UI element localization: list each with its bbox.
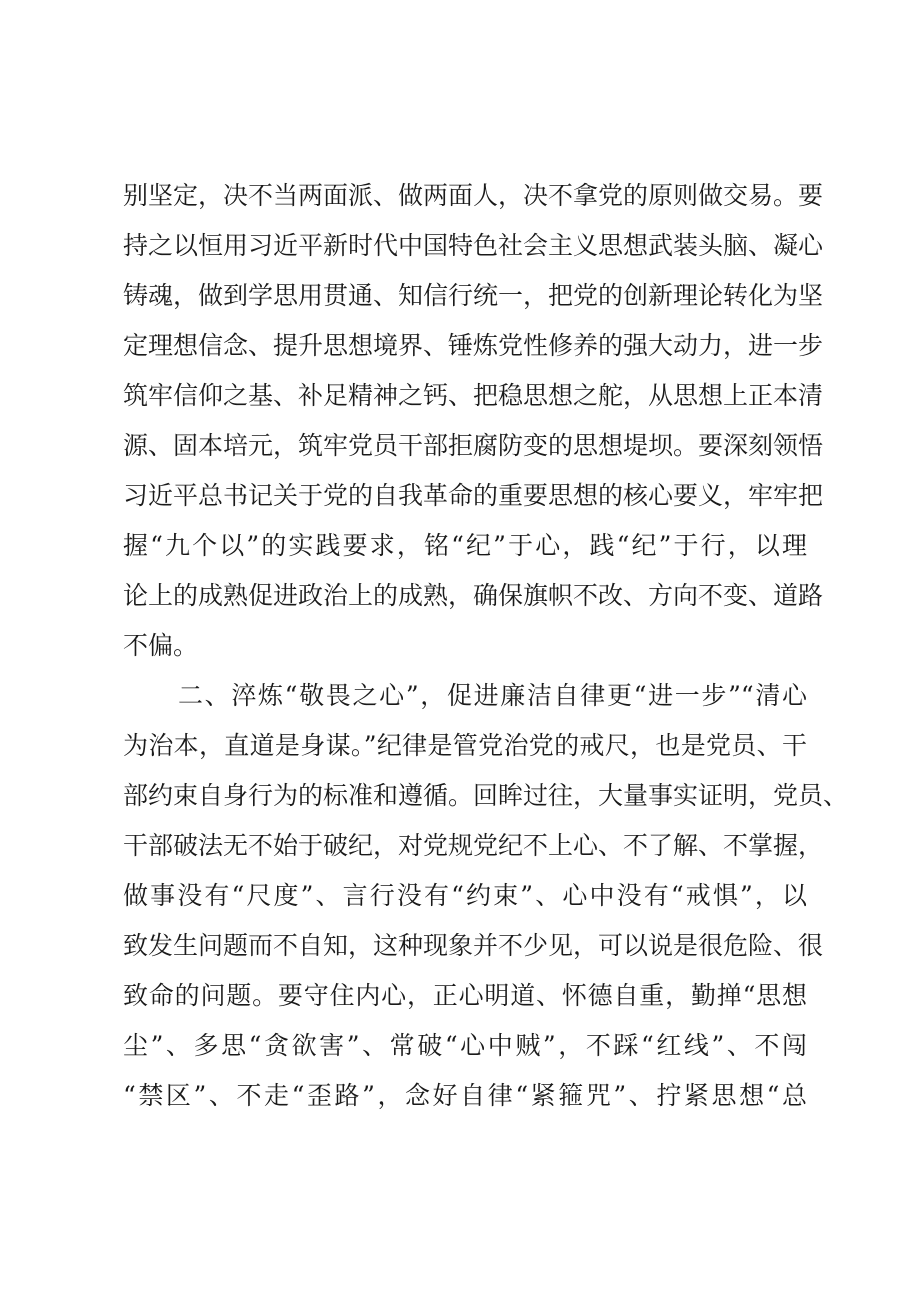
text-line: 筑牢信仰之基、补足精神之钙、把稳思想之舵，从思想上正本清: [123, 381, 824, 410]
text-line: 握“九个以”的实践要求，铭“纪”于心，践“纪”于行，以理: [123, 531, 807, 560]
text-line: “禁区”、不走“歪路”，念好自律“紧箍咒”、拧紧思想“总: [123, 1081, 807, 1110]
text-line: 定理想信念、提升思想境界、锤炼党性修养的强大动力，进一步: [123, 331, 824, 360]
text-line: 做事没有“尺度”、言行没有“约束”、心中没有“戒惧”，以: [123, 881, 807, 910]
text-line: 习近平总书记关于党的自我革命的重要思想的核心要义，牢牢把: [123, 481, 824, 510]
text-line: 干部破法无不始于破纪，对党规党纪不上心、不了解、不掌握，: [123, 831, 824, 860]
text-line: 致命的问题。要守住内心，正心明道、怀德自重，勤掸“思想: [123, 981, 807, 1010]
text-line: 致发生问题而不自知，这种现象并不少见，可以说是很危险、很: [123, 931, 824, 960]
text-line: 尘”、多思“贪欲害”、常破“心中贼”，不踩“红线”、不闯: [123, 1031, 807, 1060]
text-line: 源、固本培元，筑牢党员干部拒腐防变的思想堤坝。要深刻领悟: [123, 431, 824, 460]
text-line: 部约束自身行为的标准和遵循。回眸过往，大量事实证明，党员、: [123, 781, 849, 810]
text-line: 铸魂，做到学思用贯通、知信行统一，把党的创新理论转化为坚: [123, 281, 824, 310]
text-line: 为治本，直道是身谋。”纪律是管党治党的戒尺，也是党员、干: [123, 731, 807, 760]
text-line: 不偏。: [123, 631, 199, 660]
text-line: 论上的成熟促进政治上的成熟，确保旗帜不改、方向不变、道路: [123, 581, 824, 610]
text-line: 持之以恒用习近平新时代中国特色社会主义思想武装头脑、凝心: [123, 231, 824, 260]
section-heading-line: 二、淬炼“敬畏之心”，促进廉洁自律更“进一步”“清心: [178, 681, 807, 710]
text-line: 别坚定，决不当两面派、做两面人，决不拿党的原则做交易。要: [123, 181, 824, 210]
